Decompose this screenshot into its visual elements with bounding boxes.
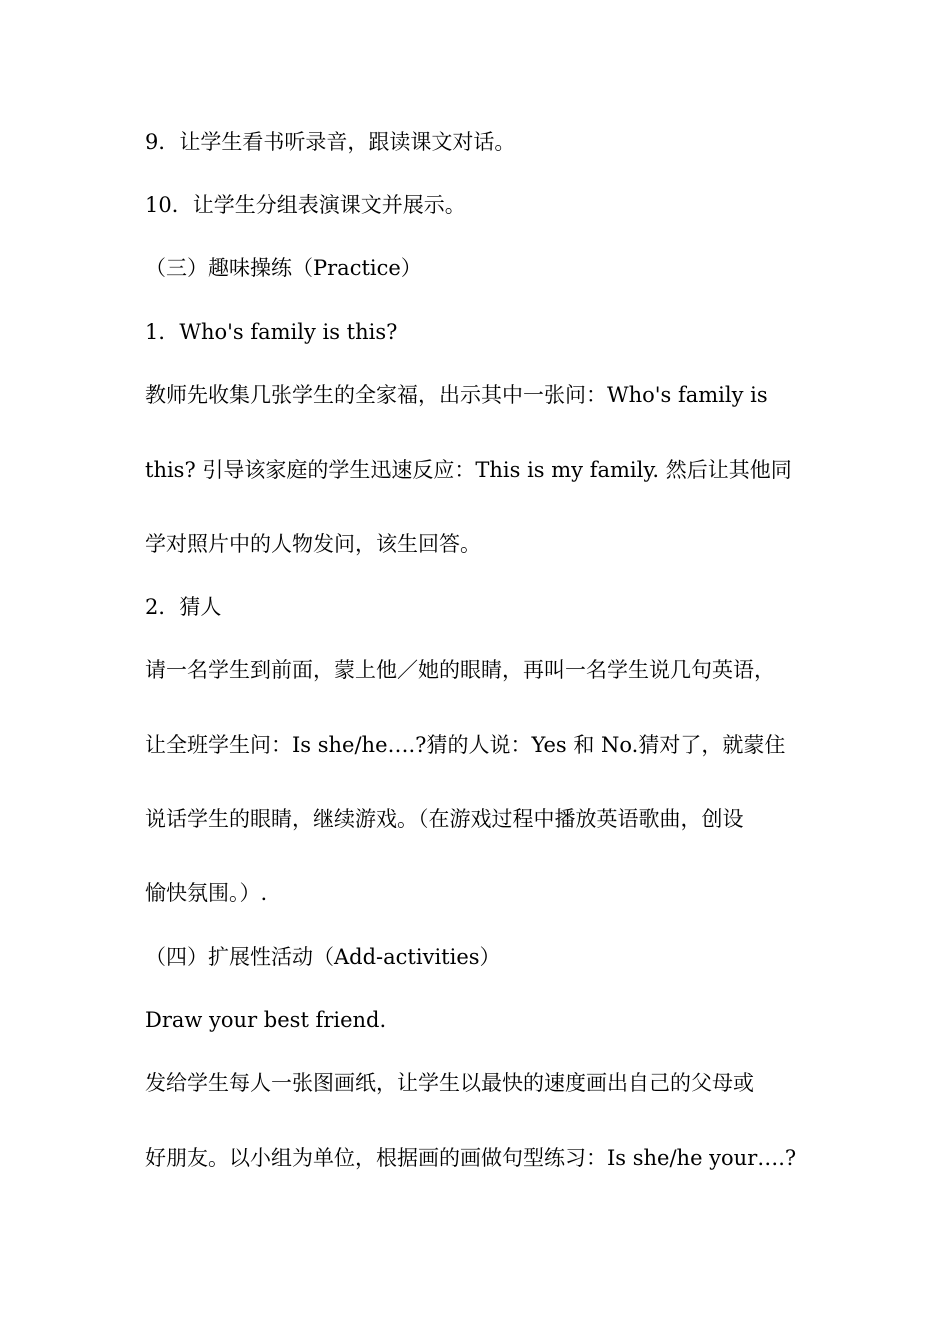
section-add-activities-heading: （四）扩展性活动（Add-activities） [145, 945, 501, 969]
activity-title: Draw your best friend. [145, 1008, 387, 1032]
step-9-text: 9．让学生看书听录音，跟读课文对话。 [145, 130, 516, 154]
practice-1-paragraph-line-1: 教师先收集几张学生的全家福，出示其中一张问：Who's family is [145, 383, 768, 407]
step-10-text: 10．让学生分组表演课文并展示。 [145, 193, 466, 217]
practice-2-paragraph-line-4: 愉快氛围。）. [145, 881, 268, 905]
activity-paragraph-line-2: 好朋友。以小组为单位，根据画的画做句型练习：Is she/he your….? [145, 1146, 797, 1170]
practice-1-paragraph-line-2: this? 引导该家庭的学生迅速反应：This is my family. 然后让其他同 [145, 458, 792, 482]
practice-2-paragraph-line-2: 让全班学生问：Is she/he….?猜的人说：Yes 和 No.猜对了，就蒙住 [145, 733, 786, 757]
practice-2-paragraph-line-1: 请一名学生到前面，蒙上他／她的眼睛，再叫一名学生说几句英语， [145, 658, 775, 682]
section-practice-heading: （三）趣味操练（Practice） [145, 256, 422, 280]
practice-2-paragraph-line-3: 说话学生的眼睛，继续游戏。（在游戏过程中播放英语歌曲，创设 [145, 807, 744, 831]
practice-1-title: 1．Who's family is this? [145, 320, 398, 344]
practice-2-title: 2．猜人 [145, 595, 222, 619]
activity-paragraph-line-1: 发给学生每人一张图画纸，让学生以最快的速度画出自己的父母或 [145, 1071, 754, 1095]
practice-1-paragraph-line-3: 学对照片中的人物发问，该生回答。 [145, 532, 481, 556]
